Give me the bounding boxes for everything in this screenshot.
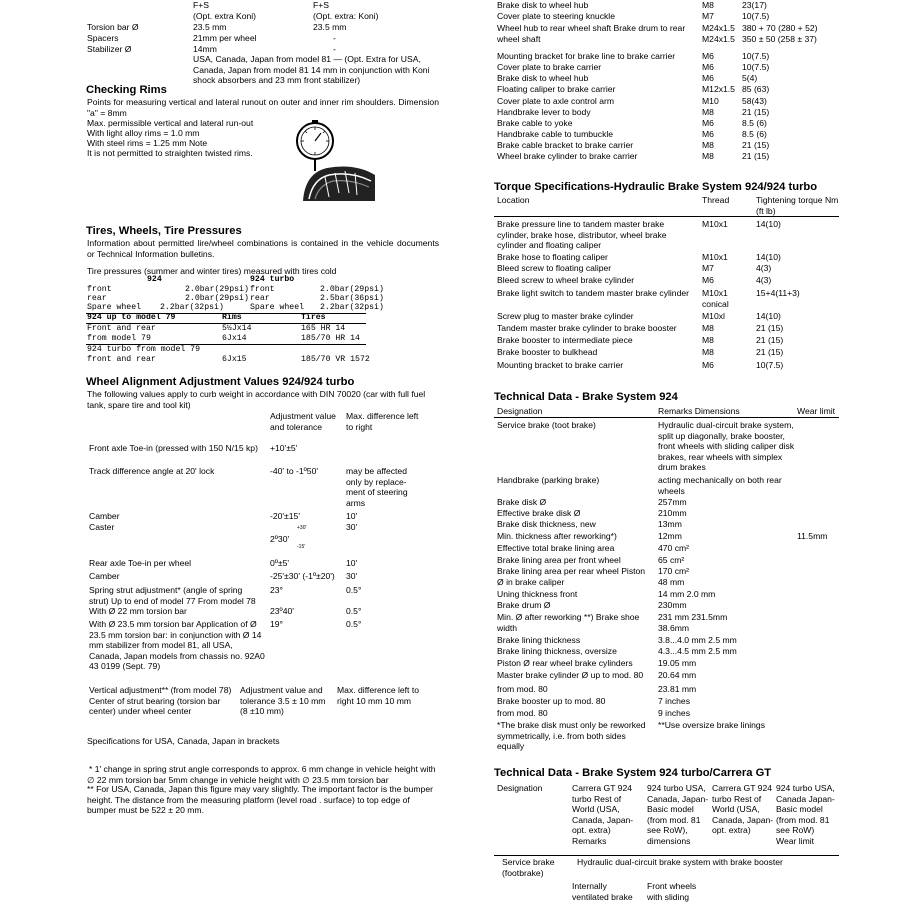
table-cell: 3.8...4.0 mm 2.5 mm [658,635,737,645]
rims-line-1: Max. permissible vertical and lateral run-out [87,118,254,128]
table-cell: 7 inches [658,696,691,706]
table-cell: Brake lining area per front wheel [497,555,621,565]
table-cell: Screw plug to master brake cylinder [497,311,634,321]
table-cell: M8 [702,107,714,117]
table-cell: M10x1 [702,252,728,262]
table-cell: M8 [702,323,714,333]
turbo-head-col5: 924 turbo USA, Canada Japan-Basic model (from mod. 81 see RoW) Wear limit [776,783,835,846]
footnote-1: * 1' change in spring strut angle corresponds to approx. 6 mm change in vehicle height with ∅ 22 mm torsion bar 5mm change in vehicle height with ∅ 23.5 mm torsion bar [87,764,436,785]
divider [494,417,839,418]
alignment-row-value: -40' to -1º50' [270,466,318,476]
col-head-a: F+S [193,0,209,10]
table-cell: 10(7.5) [756,360,784,370]
table-cell: Cover plate to brake carrier [497,62,602,72]
table-cell: M7 [702,11,714,21]
alignment-row-diff: 30' [346,522,358,532]
table-cell: acting mechanically on both rear wheels [658,475,782,496]
table-cell: 65 cm² [658,555,685,565]
table-cell: M10 [702,96,719,106]
rims-head-tires: Tires [301,313,326,322]
rim-row-tire: 185/70 HR 14 [301,334,360,343]
table-cell: M8 [702,0,714,10]
table-cell: Brake lining area per rear wheel Piston Ø in brake caliper [497,566,646,587]
brake924-head-wear: Wear limit [797,406,836,416]
table-cell: 10(7.5) [742,51,770,61]
table-cell: 21 (15) [742,151,770,161]
alignment-row-diff: 0.5° [346,585,362,595]
head-924: 924 [147,275,162,284]
table-cell: 14(10) [756,252,781,262]
table-cell: 210mm [658,508,687,518]
table-cell: Handbrake lever to body [497,107,591,117]
rims-line-4: It is not permitted to straighten twisted rims. [87,148,253,158]
table-cell: M6 [702,360,714,370]
table-cell: 9 inches [658,708,691,718]
torsion-bar-a: 23.5 mm [193,22,227,32]
table-cell: 19.05 mm [658,658,697,668]
table-cell: Piston Ø rear wheel brake cylinders [497,658,633,668]
turbo-head-col3: 924 turbo USA, Canada, Japan-Basic model (from mod. 81 see RoW), dimensions [647,783,709,846]
rim-row-tire: 165 HR 14 [301,324,346,333]
spacers-a: 21mm per wheel [193,33,257,43]
alignment-row-value: 23° [270,585,283,595]
table-cell: Brake lining thickness, oversize [497,646,617,656]
table-cell: Brake disk Ø [497,497,547,507]
checking-rims-intro: Points for measuring vertical and lateral runout on outer and inner rim shoulders. Dimension "a" = 8mm [87,97,439,118]
alignment-row-label: Vertical adjustment** (from model 78) Center of strut bearing (torsion bar center) under wheel center [89,685,232,717]
turbo-head-col2: Carrera GT 924 turbo Rest of World (USA, Canada, Japan-opt. extra) Remarks [572,783,634,846]
stabilizer-b: - [333,44,336,54]
table-cell: Brake booster to intermediate piece [497,335,633,345]
table-cell: 21 (15) [756,335,784,345]
pressure-value: 2.0bar(29psi) [320,285,384,294]
pressure-value: 2.0bar(29psi) [185,285,249,294]
table-cell: M8 [702,140,714,150]
pressure-label: front [87,285,112,294]
stabilizer-a: 14mm [193,44,217,54]
table-cell: M8 [702,347,714,357]
table-cell: Min. thickness after reworking*) [497,531,617,541]
divider [494,855,839,856]
table-cell: Effective brake disk Ø [497,508,581,518]
table-cell: 14 mm 2.0 mm [658,589,716,599]
tire-pressure-caption: Tire pressures (summer and winter tires) measured with tires cold [87,266,337,276]
table-cell: 12mm [658,531,682,541]
alignment-row-label: With Ø 22 mm torsion bar [89,606,187,616]
table-cell: Wheel hub to rear wheel shaft Brake drum to rear wheel shaft [497,23,686,44]
hydraulic-head-thread: Thread [702,195,730,205]
rims-head-rims: Rims [222,313,242,322]
alignment-row-diff: 10' [346,558,358,568]
table-cell: 170 cm² 48 mm [658,566,690,587]
turbo-row-cell: Front wheels with sliding [647,881,697,902]
divider [494,216,839,217]
table-cell: 85 (63) [742,84,770,94]
table-cell: 14(10) [756,311,781,321]
table-cell: Cover plate to steering knuckle [497,11,615,21]
alignment-heading: Wheel Alignment Adjustment Values 924/924 turbo [86,376,355,388]
pressure-label: rear [250,294,270,303]
table-cell: Master brake cylinder Ø up to mod. 80 [497,670,644,680]
table-cell: M8 [702,151,714,161]
turbo-head-col4: Carrera GT 924 turbo Rest of World (USA, Canada, Japan-opt. extra) [712,783,774,836]
hydraulic-heading: Torque Specifications-Hydraulic Brake System 924/924 turbo [494,181,818,193]
table-cell: Brake disk to wheel hub [497,0,589,10]
alignment-row-diff: may be affected only by replace-ment of steering arms [346,466,408,508]
rims-line-2: With light alloy rims = 1.0 mm [87,128,200,138]
table-cell: 380 + 70 (280 + 52) 350 ± 50 (258 ± 37) [742,23,818,44]
rim-row-label: front and rear [87,355,156,364]
spacers-b: - [333,33,336,43]
table-cell: 230mm [658,600,687,610]
alignment-row-label: Spring strut adjustment* (angle of spring strut) Up to end of model 77 From model 78 [89,585,256,606]
table-cell: Min. Ø after reworking **) Brake shoe width [497,612,640,633]
turbo-service-label: Service brake (footbrake) [502,857,555,878]
table-cell: 23.81 mm [658,684,697,694]
table-cell: Bleed screw to wheel brake cylinder [497,275,635,285]
hydraulic-head-torque: Tightening torque Nm (ft lb) [756,195,839,216]
rim-row-label: 924 turbo from model 79 [87,345,201,354]
brake924-heading: Technical Data - Brake System 924 [494,391,678,403]
table-cell: 14(10) [756,219,781,229]
table-cell: Uning thickness front [497,589,578,599]
table-cell: M7 [702,263,714,273]
table-cell: Brake booster to bulkhead [497,347,598,357]
table-cell: 21 (15) [756,347,784,357]
table-cell: Wheel brake cylinder to brake carrier [497,151,638,161]
table-cell: from mod. 80 [497,708,548,718]
pressure-value: 2.2bar(32psi) [160,303,224,312]
alignment-row-value: 23º40' [270,606,294,616]
hydraulic-head-location: Location [497,195,530,205]
col-sub-a: (Opt. extra Koni) [193,11,257,21]
table-cell: Service brake (toot brake) [497,420,596,430]
pressure-label: Spare wheel [250,303,305,312]
table-cell: Brake light switch to tandem master brake cylinder [497,288,690,298]
head-924-turbo: 924 turbo [250,275,295,284]
checking-rims-heading: Checking Rims [86,84,167,96]
table-cell: M10x1 conical [702,288,729,309]
alignment-row-value: 2º30' [270,534,290,544]
table-cell: Handbrake cable to tumbuckle [497,129,614,139]
table-cell: 8.5 (6) [742,118,767,128]
table-cell: Effective total brake lining area [497,543,615,553]
stabilizer-label: Stabilizer Ø [87,44,132,54]
pressure-label: rear [87,294,107,303]
table-cell: 15+4(11+3) [756,288,800,298]
tires-heading: Tires, Wheels, Tire Pressures [86,225,242,237]
alignment-row-label: Front axle Toe-in (pressed with 150 N/15 kp) [89,443,258,453]
brake924-head-remarks: Remarks Dimensions [658,406,740,416]
pressure-label: front [250,285,275,294]
tires-intro: Information about permitted lire/wheel combinations is contained in the vehicle documents or Technical Information bulletins. [87,238,439,259]
pressure-value: 2.0bar(29psi) [185,294,249,303]
rims-line-3: With steel rims = 1.25 mm Note [87,138,208,148]
spacers-label: Spacers [87,33,119,43]
torsion-bar-label: Torsion bar Ø [87,22,139,32]
alignment-row-diff: 30' [346,571,358,581]
turbo-service-value: Hydraulic dual-circuit brake system with brake booster [577,857,783,867]
rim-dial-gauge-illustration [285,113,377,203]
torsion-bar-b: 23.5 mm [313,22,347,32]
table-cell: Handbrake (parking brake) [497,475,600,485]
col-head-b: F+S [313,0,329,10]
table-cell: M6 [702,275,714,285]
table-cell: M10x1 [702,219,728,229]
usa-brackets-note: Specifications for USA, Canada, Japan in brackets [87,736,280,746]
table-cell: Brake hose to floating caliper [497,252,608,262]
table-cell: Cover plate to axle control arm [497,96,615,106]
caster-plus-tolerance: +30' [297,525,307,531]
table-cell: 20.64 mm [658,670,697,680]
table-cell: 58(43) [742,96,767,106]
table-cell: M24x1.5 M24x1.5 [702,23,735,44]
turbo-heading: Technical Data - Brake System 924 turbo/Carrera GT [494,767,772,779]
brake924-head-designation: Designation [497,406,543,416]
rim-row-rim: 6Jx14 [222,334,247,343]
alignment-row-value: 19° [270,619,283,629]
alignment-row-diff: Max. difference left to right 10 mm 10 mm [337,685,420,706]
table-cell: M8 [702,335,714,345]
alignment-row-label: Track difference angle at 20' lock [89,466,215,476]
table-cell: 470 cm² [658,543,690,553]
table-cell: 4.3...4.5 mm 2.5 mm [658,646,737,656]
table-cell: Floating caliper to brake carrier [497,84,616,94]
pressure-value: 2.5bar(36psi) [320,294,384,303]
table-cell: Brake lining thickness [497,635,581,645]
table-cell: Brake drum Ø [497,600,551,610]
table-cell: M10xl [702,311,725,321]
alignment-row-value: -20'±15' [270,511,300,521]
table-cell: Brake cable bracket to brake carrier [497,140,634,150]
table-cell: Brake booster up to mod. 80 [497,696,606,706]
table-cell: 13mm [658,519,682,529]
caster-minus-tolerance: -15' [297,544,306,550]
table-cell: 10(7.5) [742,11,770,21]
table-cell: 21 (15) [756,323,784,333]
alignment-row-value: 0º±5' [270,558,290,568]
pressure-value: 2.2bar(32psi) [320,303,384,312]
table-cell: Brake disk to wheel hub [497,73,589,83]
table-cell: Bleed screw to floating caliper [497,263,612,273]
rim-row-label: from model 79 [87,334,151,343]
table-cell: 21 (15) [742,107,770,117]
difference-col-head: Max. difference left to right [346,411,419,432]
alignment-row-label: Camber [89,571,120,581]
pressure-label: Spare wheel [87,303,142,312]
table-cell: from mod. 80 [497,684,548,694]
turbo-row-cell: Internally ventilated brake [572,881,633,902]
table-cell: Tandem master brake cylinder to brake booster [497,323,677,333]
col-sub-b: (Opt. extra: Koni) [313,11,379,21]
table-cell: M6 [702,51,714,61]
table-cell: M6 [702,73,714,83]
footnote-2: ** For USA, Canada, Japan this figure may vary slightly. The important factor is the bumper height. The distance from the measuring platform (level road . surface) to top edge of bumper must be 522 ± 20 mm. [87,784,433,816]
table-cell: 8.5 (6) [742,129,767,139]
table-cell: 257mm [658,497,687,507]
alignment-row-label: Caster [89,522,115,532]
alignment-row-diff: 0.5° [346,606,362,616]
table-cell: Brake disk thickness, new [497,519,596,529]
turbo-head-designation: Designation [497,783,543,793]
rim-row-rim: 6Jx15 [222,355,247,364]
table-cell: 4(3) [756,275,772,285]
rim-row-tire: 185/70 VR 1572 [301,355,370,364]
table-cell: 11.5mm [797,531,828,541]
table-cell: 231 mm 231.5mm 38.6mm [658,612,728,633]
table-cell: Hydraulic dual-circuit brake system, split up diagonally, brake booster, front wheels with sliding caliper disk brakes, rear wheels with simplex drum brakes [658,420,795,473]
table-cell: 4(3) [756,263,772,273]
rim-row-label: Front and rear [87,324,156,333]
usa-note: USA, Canada, Japan from model 81 — (Opt. Extra for USA, Canada, Japan from model 81 14 mm in conjunction with Koni shock absorbers and 23 mm front stabilizer) [193,54,430,86]
table-cell: Mounting bracket to brake carrier [497,360,624,370]
table-cell: 5(4) [742,73,758,83]
adjustment-col-head: Adjustment value and tolerance [270,411,336,432]
alignment-intro: The following values apply to curb weight in accordance with DIN 70020 (car with full fuel tank, spare tire and tool kit) [87,389,426,410]
alignment-row-diff: 0.5° [346,619,362,629]
table-cell: M12x1.5 [702,84,735,94]
table-cell: **Use oversize brake linings [658,720,765,730]
table-cell: M6 [702,129,714,139]
rims-head-model: 924 up to model 79 [87,313,176,322]
table-cell: M6 [702,118,714,128]
alignment-row-diff: 10' [346,511,358,521]
table-cell: *The brake disk must only be reworked symmetrically, i.e. from both sides equally [497,720,646,752]
alignment-row-value: Adjustment value and tolerance 3.5 ± 10 mm (8 ±10 mm) [240,685,326,717]
alignment-row-label: With Ø 23.5 mm torsion bar Application of Ø 23.5 mm torsion bar: in conjunction with Ø 14 mm stabilizer from model 81, all USA, Canada, Japan models from chassis no. 92A0 43 0199 (Sept. 79) [89,619,265,672]
table-cell: Brake cable to yoke [497,118,573,128]
table-cell: Mounting bracket for brake line to brake carrier [497,51,676,61]
alignment-row-label: Camber [89,511,120,521]
alignment-row-value: +10'±5' [270,443,298,453]
table-cell: 23(17) [742,0,767,10]
table-cell: Brake pressure line to tandem master brake cylinder, brake hose, distributor, wheel brake cylinder and floating caliper [497,219,667,251]
alignment-row-value: -25'±30' (-1º±20') [270,571,335,581]
table-cell: 21 (15) [742,140,770,150]
table-cell: 10(7.5) [742,62,770,72]
alignment-row-label: Rear axle Toe-in per wheel [89,558,192,568]
rim-row-rim: 5½Jx14 [222,324,252,333]
table-cell: M6 [702,62,714,72]
